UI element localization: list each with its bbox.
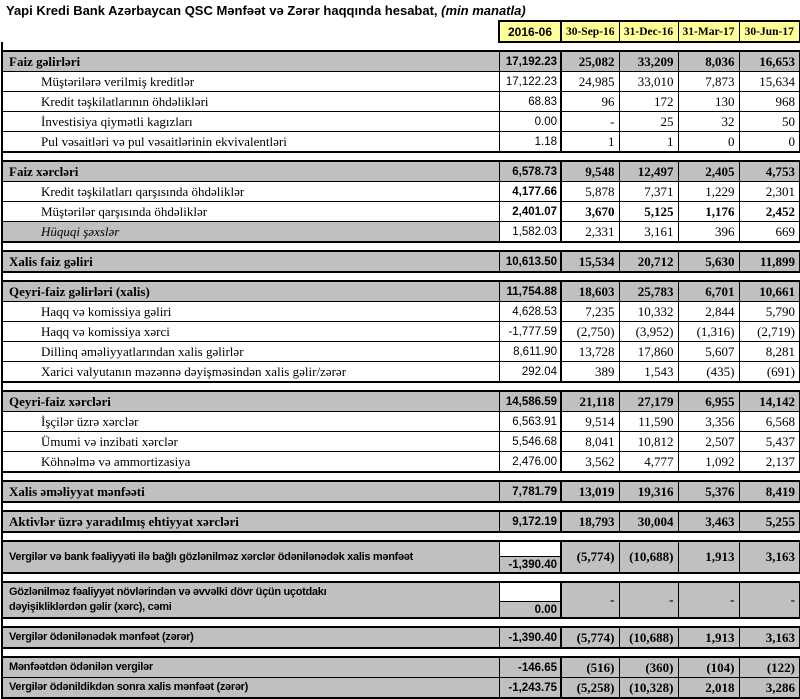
cell-value-2016-06: 1,582.03 bbox=[499, 222, 561, 243]
table-row bbox=[2, 281, 800, 302]
cell-value-30-Jun-17: 8,281 bbox=[739, 342, 800, 362]
table-row bbox=[2, 481, 800, 502]
row-label: Faiz gəlirləri bbox=[2, 51, 499, 72]
cell-value-31-Dec-16: 27,179 bbox=[619, 391, 678, 412]
cell-value-30-Jun-17: 10,661 bbox=[739, 281, 800, 302]
cell-value-31-Dec-16: 33,010 bbox=[619, 72, 678, 92]
cell-value-30-Sep-16: 18,603 bbox=[561, 281, 619, 302]
cell-value-30-Sep-16: (516) bbox=[561, 657, 619, 678]
cell-value-31-Mar-17: 3,463 bbox=[678, 511, 739, 532]
cell-value-30-Jun-17: 0 bbox=[739, 132, 800, 153]
cell-value-31-Mar-17: 5,607 bbox=[678, 342, 739, 362]
cell-value-30-Jun-17: 5,437 bbox=[739, 432, 800, 452]
spacer-row bbox=[2, 152, 800, 161]
cell-value-30-Sep-16: 15,534 bbox=[561, 251, 619, 272]
row-label: Müştərilərə verilmiş kreditlər bbox=[2, 72, 499, 92]
cell-value-31-Mar-17: 2,405 bbox=[678, 161, 739, 182]
cell-value-30-Jun-17: 50 bbox=[739, 112, 800, 132]
cell-value-2016-06: 8,611.90 bbox=[499, 342, 561, 362]
cell-value-31-Mar-17: 1,913 bbox=[678, 627, 739, 648]
cell-value-31-Dec-16: 7,371 bbox=[619, 182, 678, 202]
cell-value-30-Jun-17: 11,899 bbox=[739, 251, 800, 272]
cell-value-31-Mar-17: 6,701 bbox=[678, 281, 739, 302]
cell-value-31-Mar-17: - bbox=[678, 582, 739, 618]
cell-value-31-Dec-16: 4,777 bbox=[619, 452, 678, 473]
table-row bbox=[2, 51, 800, 72]
column-header-2016-06: 2016-06 bbox=[499, 21, 561, 42]
spacer-cell bbox=[2, 648, 800, 657]
spacer-cell bbox=[2, 618, 800, 627]
header-blank-cell bbox=[2, 21, 499, 42]
cell-value-30-Jun-17: 14,142 bbox=[739, 391, 800, 412]
cell-value-2016-06: 0.00 bbox=[499, 112, 561, 132]
spacer-row bbox=[2, 242, 800, 251]
cell-value-31-Dec-16: (360) bbox=[619, 657, 678, 678]
cell-value-30-Jun-17: 2,137 bbox=[739, 452, 800, 473]
cell-value-2016-06: -1,243.75 bbox=[499, 678, 561, 699]
cell-value-30-Sep-16: 96 bbox=[561, 92, 619, 112]
cell-value-30-Sep-16: 3,670 bbox=[561, 202, 619, 222]
cell-value-2016-06: 7,781.79 bbox=[499, 481, 561, 502]
row-label: Kredit təşkilatlarının öhdəlikləri bbox=[2, 92, 499, 112]
spacer-cell bbox=[2, 42, 800, 51]
cell-value-31-Mar-17: 396 bbox=[678, 222, 739, 243]
cell-value-30-Sep-16: (2,750) bbox=[561, 322, 619, 342]
table-row bbox=[2, 511, 800, 532]
cell-value-2016-06 bbox=[499, 582, 561, 618]
cell-value-2016-06: 4,177.66 bbox=[499, 182, 561, 202]
cell-value-31-Dec-16: - bbox=[619, 582, 678, 618]
cell-value-31-Dec-16: 25,783 bbox=[619, 281, 678, 302]
cell-value-30-Jun-17: 16,653 bbox=[739, 51, 800, 72]
cell-value-30-Jun-17: 968 bbox=[739, 92, 800, 112]
table-row bbox=[2, 432, 800, 452]
cell-value-2016-06: 5,546.68 bbox=[499, 432, 561, 452]
table-row bbox=[2, 132, 800, 153]
cell-value-2016-06: 0.00 bbox=[500, 601, 561, 617]
cell-value-31-Mar-17: 1,229 bbox=[678, 182, 739, 202]
cell-value-30-Sep-16: 9,548 bbox=[561, 161, 619, 182]
cell-value-30-Jun-17: 3,286 bbox=[739, 678, 800, 699]
header-row bbox=[2, 21, 800, 42]
cell-value-31-Dec-16: 1,543 bbox=[619, 362, 678, 383]
table-row bbox=[2, 251, 800, 272]
spacer-row bbox=[2, 573, 800, 582]
table-row bbox=[2, 161, 800, 182]
cell-value-30-Jun-17: (122) bbox=[739, 657, 800, 678]
cell-value-31-Dec-16: (3,952) bbox=[619, 322, 678, 342]
cell-value-30-Jun-17: 2,452 bbox=[739, 202, 800, 222]
row-label: Aktivlər üzrə yaradılmış ehtiyyat xərcləri bbox=[2, 511, 499, 532]
row-label: Faiz xərcləri bbox=[2, 161, 499, 182]
row-label: Köhnəlmə və ammortizasiya bbox=[2, 452, 499, 473]
cell-value-31-Mar-17: 1,176 bbox=[678, 202, 739, 222]
row-label: Xarici valyutanın məzənnə dəyişməsindən xalis gəlir/zərər bbox=[2, 362, 499, 383]
cell-value-30-Jun-17: 2,301 bbox=[739, 182, 800, 202]
cell-value-31-Mar-17: 6,955 bbox=[678, 391, 739, 412]
cell-value-2016-06: 17,192.23 bbox=[499, 51, 561, 72]
row-label: Haqq və komissiya xərci bbox=[2, 322, 499, 342]
spacer-cell bbox=[2, 272, 800, 281]
cell-value-31-Mar-17: 2,844 bbox=[678, 302, 739, 322]
cell-value-31-Mar-17: 8,036 bbox=[678, 51, 739, 72]
table-row bbox=[2, 452, 800, 473]
pnl-table bbox=[1, 20, 800, 699]
cell-value-2016-06: 1.18 bbox=[499, 132, 561, 153]
table-row bbox=[2, 342, 800, 362]
cell-value-30-Jun-17: 4,753 bbox=[739, 161, 800, 182]
cell-value-31-Dec-16: 10,812 bbox=[619, 432, 678, 452]
cell-value-31-Mar-17: 2,507 bbox=[678, 432, 739, 452]
cell-value-31-Mar-17: 5,630 bbox=[678, 251, 739, 272]
spacer-cell bbox=[2, 152, 800, 161]
table-row bbox=[2, 391, 800, 412]
cell-value-30-Sep-16: (5,774) bbox=[561, 627, 619, 648]
table-row bbox=[2, 582, 800, 618]
table-row bbox=[2, 92, 800, 112]
row-label: Xalis əməliyyat mənfəəti bbox=[2, 481, 499, 502]
cell-value-31-Mar-17: (104) bbox=[678, 657, 739, 678]
cell-value-31-Dec-16: 5,125 bbox=[619, 202, 678, 222]
cell-value-31-Dec-16: 19,316 bbox=[619, 481, 678, 502]
row-label: Pul vəsaitləri və pul vəsaitlərinin ekvivalentləri bbox=[2, 132, 499, 153]
table-row bbox=[2, 657, 800, 678]
cell-value-30-Sep-16: 389 bbox=[561, 362, 619, 383]
row-label: Ümumi və inzibati xərclər bbox=[2, 432, 499, 452]
cell-value-31-Dec-16: 25 bbox=[619, 112, 678, 132]
cell-value-31-Dec-16: 3,161 bbox=[619, 222, 678, 243]
cell-value-2016-06: 14,586.59 bbox=[499, 391, 561, 412]
cell-value-30-Sep-16: 13,019 bbox=[561, 481, 619, 502]
table-row bbox=[2, 222, 800, 243]
row-label: İşçilər üzrə xərclər bbox=[2, 412, 499, 432]
row-label: Qeyri-faiz gəlirləri (xalis) bbox=[2, 281, 499, 302]
cell-value-2016-06: 6,563.91 bbox=[499, 412, 561, 432]
spacer-row bbox=[2, 648, 800, 657]
pnl-table-body bbox=[2, 21, 800, 698]
row-label: İnvestisiya qiymətli kagızları bbox=[2, 112, 499, 132]
cell-value-30-Sep-16: (5,774) bbox=[561, 541, 619, 573]
cell-value-2016-06: 6,578.73 bbox=[499, 161, 561, 182]
cell-value-30-Jun-17: 669 bbox=[739, 222, 800, 243]
cell-value-31-Mar-17: 1,913 bbox=[678, 541, 739, 573]
spacer-row bbox=[2, 532, 800, 541]
spacer-row bbox=[2, 272, 800, 281]
cell-value-31-Mar-17: 130 bbox=[678, 92, 739, 112]
report-title bbox=[6, 3, 800, 18]
cell-value-31-Mar-17: 2,018 bbox=[678, 678, 739, 699]
cell-value-30-Sep-16: 7,235 bbox=[561, 302, 619, 322]
column-header-31-Mar-17: 31-Mar-17 bbox=[678, 21, 739, 42]
cell-value-31-Dec-16: 11,590 bbox=[619, 412, 678, 432]
cell-value-30-Sep-16: 21,118 bbox=[561, 391, 619, 412]
cell-value-31-Mar-17: 3,356 bbox=[678, 412, 739, 432]
row-label: Qeyri-faiz xərcləri bbox=[2, 391, 499, 412]
cell-value-30-Sep-16: 1 bbox=[561, 132, 619, 153]
cell-value-2016-06: -1,390.40 bbox=[499, 627, 561, 648]
cell-value-30-Jun-17: 5,255 bbox=[739, 511, 800, 532]
cell-value-31-Mar-17: (1,316) bbox=[678, 322, 739, 342]
cell-value-30-Jun-17: 8,419 bbox=[739, 481, 800, 502]
row-label: Kredit təşkilatları qarşısında öhdəliklər bbox=[2, 182, 499, 202]
cell-value-31-Dec-16: 33,209 bbox=[619, 51, 678, 72]
cell-value-2016-06: 10,613.50 bbox=[499, 251, 561, 272]
cell-value-31-Dec-16: 12,497 bbox=[619, 161, 678, 182]
cell-value-2016-06: 2,476.00 bbox=[499, 452, 561, 473]
cell-value-31-Dec-16: 17,860 bbox=[619, 342, 678, 362]
cell-value-2016-06: 4,628.53 bbox=[499, 302, 561, 322]
cell-value-30-Sep-16: - bbox=[561, 582, 619, 618]
cell-value-2016-06: -1,777.59 bbox=[499, 322, 561, 342]
cell-value-30-Sep-16: 24,985 bbox=[561, 72, 619, 92]
spacer-row bbox=[2, 502, 800, 511]
cell-value-31-Dec-16: (10,688) bbox=[619, 541, 678, 573]
spacer-cell bbox=[2, 502, 800, 511]
cell-value-30-Sep-16: 5,878 bbox=[561, 182, 619, 202]
cell-value-2016-06: 11,754.88 bbox=[499, 281, 561, 302]
cell-value-31-Dec-16: 1 bbox=[619, 132, 678, 153]
row-label: Vergilər ödənilənədək mənfəət (zərər) bbox=[2, 627, 499, 648]
row-label: Vergilər və bank fəaliyyəti ilə bağlı gözlənilməz xərclər ödənilənədək xalis mənfəət bbox=[2, 541, 499, 573]
cell-value-30-Sep-16: 8,041 bbox=[561, 432, 619, 452]
table-row bbox=[2, 678, 800, 699]
cell-value-31-Dec-16: 30,004 bbox=[619, 511, 678, 532]
cell-value-2016-06: -146.65 bbox=[499, 657, 561, 678]
cell-value-2016-06: 17,122.23 bbox=[499, 72, 561, 92]
cell-value-30-Jun-17: (2,719) bbox=[739, 322, 800, 342]
row-label: Gözlənilməz fəaliyyət növlərindən və əvvəlki dövr üçün uçotdakı dəyişikliklərdən gəlir (xərc), cəmi bbox=[2, 582, 499, 618]
spacer-cell bbox=[2, 573, 800, 582]
row-label: Müştərilər qarşısında öhdəliklər bbox=[2, 202, 499, 222]
table-row bbox=[2, 541, 800, 573]
spacer-cell bbox=[2, 382, 800, 391]
cell-value-30-Sep-16: 3,562 bbox=[561, 452, 619, 473]
table-row bbox=[2, 302, 800, 322]
cell-value-30-Jun-17: 5,790 bbox=[739, 302, 800, 322]
cell-value-2016-06 bbox=[499, 541, 561, 573]
cell-value-30-Sep-16: 2,331 bbox=[561, 222, 619, 243]
cell-value-31-Mar-17: 32 bbox=[678, 112, 739, 132]
cell-value-30-Sep-16: (5,258) bbox=[561, 678, 619, 699]
row-label: Haqq və komissiya gəliri bbox=[2, 302, 499, 322]
cell-value-31-Dec-16: 20,712 bbox=[619, 251, 678, 272]
cell-value-30-Sep-16: 13,728 bbox=[561, 342, 619, 362]
table-row bbox=[2, 72, 800, 92]
table-row bbox=[2, 182, 800, 202]
cell-value-30-Sep-16: 9,514 bbox=[561, 412, 619, 432]
table-row bbox=[2, 412, 800, 432]
table-row bbox=[2, 112, 800, 132]
cell-value-30-Jun-17: 15,634 bbox=[739, 72, 800, 92]
cell-value-30-Sep-16: - bbox=[561, 112, 619, 132]
cell-value-30-Jun-17: 6,568 bbox=[739, 412, 800, 432]
cell-value-2016-06: 2,401.07 bbox=[499, 202, 561, 222]
column-header-30-Jun-17: 30-Jun-17 bbox=[739, 21, 800, 42]
cell-value-2016-06: -1,390.40 bbox=[500, 556, 561, 572]
table-row bbox=[2, 362, 800, 383]
cell-value-31-Mar-17: 1,092 bbox=[678, 452, 739, 473]
cell-value-31-Mar-17: (435) bbox=[678, 362, 739, 383]
cell-value-2016-06: 68.83 bbox=[499, 92, 561, 112]
table-row bbox=[2, 202, 800, 222]
spacer-row bbox=[2, 472, 800, 481]
cell-value-30-Sep-16: 18,793 bbox=[561, 511, 619, 532]
spacer-cell bbox=[2, 472, 800, 481]
cell-value-31-Mar-17: 0 bbox=[678, 132, 739, 153]
cell-value-31-Mar-17: 7,873 bbox=[678, 72, 739, 92]
spacer-cell bbox=[2, 242, 800, 251]
cell-value-30-Jun-17: (691) bbox=[739, 362, 800, 383]
cell-value-2016-06: 292.04 bbox=[499, 362, 561, 383]
report-unit-note: (min manatla) bbox=[437, 3, 526, 18]
column-header-30-Sep-16: 30-Sep-16 bbox=[561, 21, 619, 42]
spacer-row bbox=[2, 42, 800, 51]
row-label: Vergilər ödənildikdən sonra xalis mənfəət (zərər) bbox=[2, 678, 499, 699]
table-row bbox=[2, 322, 800, 342]
cell-value-30-Sep-16: 25,082 bbox=[561, 51, 619, 72]
cell-value-30-Jun-17: 3,163 bbox=[739, 627, 800, 648]
spacer-row bbox=[2, 618, 800, 627]
cell-value-2016-06: 9,172.19 bbox=[499, 511, 561, 532]
cell-value-31-Dec-16: 10,332 bbox=[619, 302, 678, 322]
cell-value-30-Jun-17: 3,163 bbox=[739, 541, 800, 573]
column-header-31-Dec-16: 31-Dec-16 bbox=[619, 21, 678, 42]
row-label: Xalis faiz gəliri bbox=[2, 251, 499, 272]
cell-value-31-Mar-17: 5,376 bbox=[678, 481, 739, 502]
cell-value-30-Jun-17: - bbox=[739, 582, 800, 618]
cell-value-31-Dec-16: (10,328) bbox=[619, 678, 678, 699]
row-label: Hüquqi şəxslər bbox=[2, 222, 499, 243]
cell-value-31-Dec-16: 172 bbox=[619, 92, 678, 112]
cell-value-31-Dec-16: (10,688) bbox=[619, 627, 678, 648]
report-title-text: Yapi Kredi Bank Azərbaycan QSC Mənfəət və Zərər haqqında hesabat, bbox=[6, 3, 438, 18]
table-row bbox=[2, 627, 800, 648]
row-label: Dillinq əməliyyatlarından xalis gəlirlər bbox=[2, 342, 499, 362]
spacer-cell bbox=[2, 532, 800, 541]
row-label: Mənfəətdən ödənilən vergilər bbox=[2, 657, 499, 678]
spacer-row bbox=[2, 382, 800, 391]
